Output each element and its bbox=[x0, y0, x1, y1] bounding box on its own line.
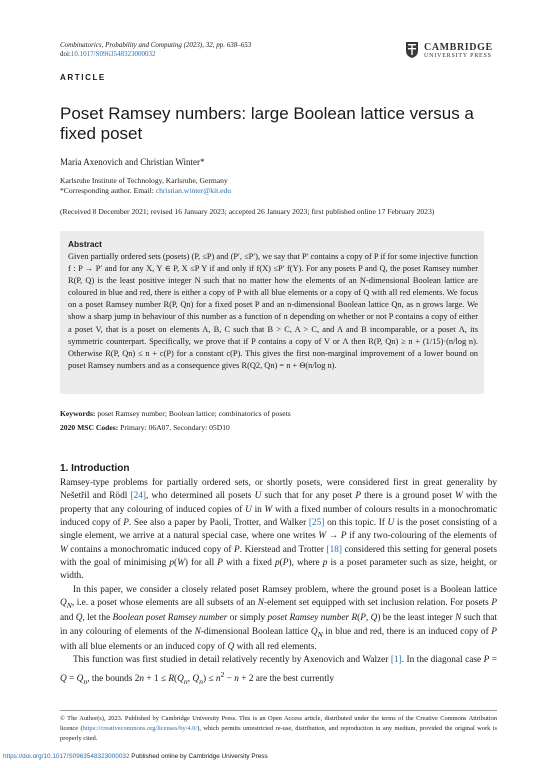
paragraph: This function was first studied in detail relatively recently by Axenovich and Walzer [1]. In the diagonal case $P = Q = Q_n$, the bounds $2n + 1 \le R(Q_n$, $Q_n) \le n^2 - n + 2$ are the best currently bbox=[60, 655, 497, 686]
corresponding-email[interactable]: christian.winter@kit.edu bbox=[155, 186, 232, 195]
affiliation-block bbox=[60, 176, 231, 196]
paragraph: Ramsey-type problems for partially ordered sets, or shortly posets, were considered first in great generality by Nešetřil and Rödl [24], who determined all posets U such that for any poset P there is a ground poset W with the property that any colouring of induced copies of U in W with a fixed number of colours results in a monochromatic induced copy of P. See also a paper by Paoli, Trotter, and Walker [25] on this topic. If U is the poset consisting of a single element, we arrive at a natural special case, where one writes W → P if any two-colouring of the elements of W contains a monochromatic induced copy of P. Kierstead and Trotter [18] considered this setting for general posets with the goal of minimising p(W) for all P with a fixed p(P), where p is a poset parameter such as size, height, or width. bbox=[60, 478, 498, 582]
publisher-subname: UNIVERSITY PRESS bbox=[424, 53, 492, 59]
license-text-before: © The Author(s), 2023. Published by Cambridge University Press. This is an Open Access article, distributed under the terms of the Creative Commons Attribution licence ( bbox=[60, 715, 497, 732]
license-link[interactable]: https://creativecommons.org/licenses/by/4.0/ bbox=[82, 725, 198, 732]
doi-line bbox=[60, 50, 155, 59]
article-type-label: ARTICLE bbox=[60, 73, 106, 82]
msc-text: Primary: 06A07, Secondary: 05D10 bbox=[120, 423, 230, 432]
keywords-label: Keywords: bbox=[60, 409, 96, 418]
authors: Maria Axenovich and Christian Winter* bbox=[60, 157, 205, 167]
license-notice bbox=[60, 714, 497, 744]
keywords bbox=[60, 409, 291, 418]
abstract-text: Given partially ordered sets (posets) (P, ≤P) and (P′, ≤P′), we say that P′ contains a copy of P if for some injective function f : P → P′ and for any X, Y ∈ P, X ≤P Y if and only if f(X) ≤P′ f(Y). For any posets P and Q, the poset Ramsey number R(P, Q) is the least positive integer N such that no matter how the elements of an N-dimensional Boolean lattice are coloured in blue and red, there is either a copy of P with all blue elements or a copy of Q with all red elements. We focus on a poset Ramsey number R(P, Qn) for a fixed poset P and an n-dimensional Boolean lattice Qn, as n grows large. We show a sharp jump in behaviour of this number as a function of n depending on whether or not P contains a copy of either a poset V, that is a poset on elements A, B, C such that B > C, A > C, and A and B incomparable, or a poset Λ, its symmetric counterpart. Specifically, we prove that if P contains a copy of V or Λ then R(P, Qn) ≥ n + (1/15)·(n/log n). Otherwise R(P, Qn) ≤ n + c(P) for a constant c(P). This gives the first non-marginal improvement of a lower bound on poset Ramsey numbers and as a consequence gives R(Q2, Qn) = n + Θ(n/log n). bbox=[68, 252, 478, 370]
footer-doi-link[interactable]: https://doi.org/10.1017/S0963548323000032 bbox=[3, 753, 130, 760]
abstract-heading: Abstract bbox=[68, 239, 102, 249]
corresponding-prefix: *Corresponding author. Email: bbox=[60, 186, 156, 195]
doi-link[interactable]: 10.1017/S0963548323000032 bbox=[70, 50, 156, 58]
doi-prefix: doi: bbox=[60, 50, 71, 58]
license-text-after: ), which permits unrestricted re-use, distribution, and reproduction in any medium, provided the original work is properly cited. bbox=[60, 725, 497, 742]
page-footer bbox=[3, 753, 268, 760]
section-heading: 1. Introduction bbox=[60, 463, 130, 474]
shield-icon bbox=[405, 41, 419, 59]
affiliation: Karlsruhe Institute of Technology, Karlsruhe, Germany bbox=[60, 176, 228, 185]
footer-published: Published online by Cambridge University Press bbox=[129, 753, 268, 760]
article-title: Poset Ramsey numbers: large Boolean lattice versus a fixed poset bbox=[60, 104, 474, 143]
msc-codes bbox=[60, 423, 230, 432]
keywords-text: poset Ramsey number; Boolean lattice; combinatorics of posets bbox=[97, 409, 291, 418]
history-dates: (Received 8 December 2021; revised 16 January 2023; accepted 26 January 2023; first published online 17 February 2023) bbox=[60, 207, 435, 216]
corresponding-author bbox=[60, 186, 231, 196]
msc-label: 2020 MSC Codes: bbox=[60, 423, 119, 432]
introduction-body bbox=[60, 477, 497, 688]
footer-divider bbox=[60, 710, 497, 711]
journal-citation: Combinatorics, Probability and Computing (2023), 32, pp. 638–653 bbox=[60, 41, 252, 49]
publisher-name: CAMBRIDGE bbox=[424, 42, 493, 53]
paragraph: In this paper, we consider a closely related poset Ramsey problem, where the ground poset is a Boolean lattice $Q_N$, i.e. a poset whose elements are all subsets of an N-element set equipped with set inclusion relation. For posets P and Q, let the Boolean poset Ramsey number or simply poset Ramsey number R(P, Q) be the least integer N such that in any colouring of elements of the N-dimensional Boolean lattice $Q_N$ in blue and red, there is an induced copy of P with all blue elements or an induced copy of Q with all red elements. bbox=[60, 584, 497, 652]
publisher-logo bbox=[405, 40, 497, 62]
